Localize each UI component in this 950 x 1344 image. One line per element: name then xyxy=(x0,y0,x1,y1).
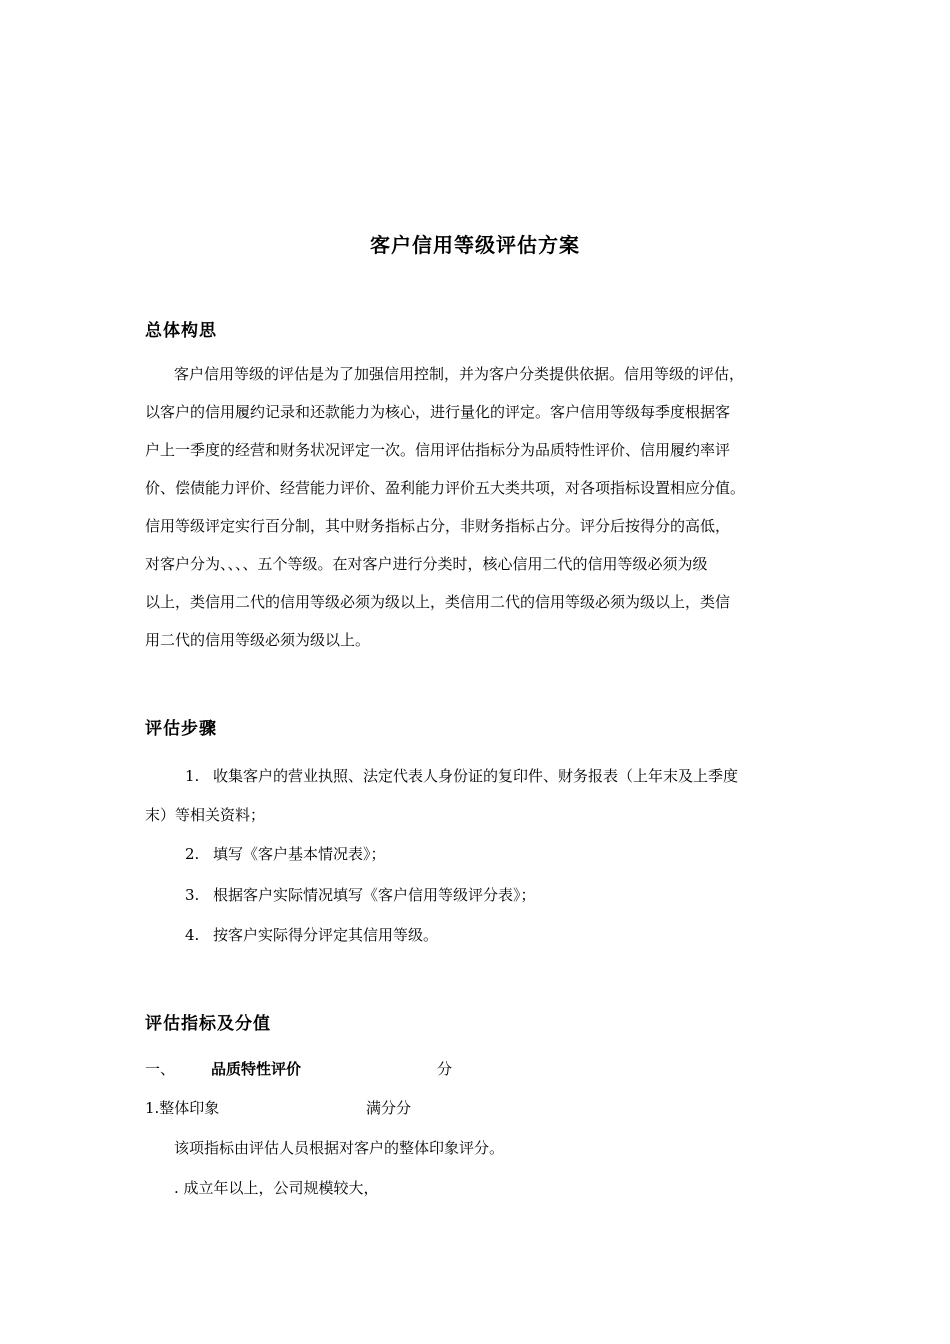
document-title: 客户信用等级评估方案 xyxy=(370,233,580,257)
overall-line: 客户信用等级的评估是为了加强信用控制，并为客户分类提供依据。信用等级的评估， xyxy=(174,365,745,383)
step-item xyxy=(185,843,386,864)
overall-line: 价、偿债能力评价、经营能力评价、盈利能力评价五大类共项，对各项指标设置相应分值。 xyxy=(145,479,746,497)
indicator-description: 该项指标由评估人员根据对客户的整体印象评分。 xyxy=(174,1139,505,1157)
overall-line: 对客户分为、、、、五个等级。在对客户进行分类时，核心信用二代的信用等级必须为级 xyxy=(145,555,708,573)
item-name: 1.整体印象 xyxy=(145,1099,220,1117)
indicator-bullet: . 成立年以上，公司规模较大， xyxy=(174,1179,379,1197)
indicator-item-row xyxy=(145,1097,745,1119)
step-number: 2. xyxy=(185,845,200,863)
step-item xyxy=(185,765,738,786)
step-number: 3. xyxy=(185,886,200,904)
step-text: 按客户实际得分评定其信用等级。 xyxy=(213,926,439,944)
step-text: 收集客户的营业执照、法定代表人身份证的复印件、财务报表（上年末及上季度 xyxy=(213,767,739,785)
item-score: 满分分 xyxy=(366,1099,412,1117)
indicators-heading: 评估指标及分值 xyxy=(145,1014,271,1034)
overall-paragraph xyxy=(145,355,825,659)
overall-line: 用二代的信用等级必须为级以上。 xyxy=(145,631,371,649)
steps-heading: 评估步骤 xyxy=(145,719,217,739)
indicator-section-row xyxy=(145,1058,745,1080)
section-name: 品质特性评价 xyxy=(211,1060,302,1078)
step-text: 根据客户实际情况填写《客户信用等级评分表》； xyxy=(213,886,536,904)
overall-line: 以上，类信用二代的信用等级必须为级以上，类信用二代的信用等级必须为级以上，类信 xyxy=(145,593,731,611)
step-item xyxy=(185,924,438,945)
step-text: 填写《客户基本情况表》； xyxy=(213,845,386,863)
section-number: 一、 xyxy=(145,1060,176,1078)
section-score: 分 xyxy=(437,1060,453,1078)
overall-line: 户上一季度的经营和财务状况评定一次。信用评估指标分为品质特性评价、信用履约率评 xyxy=(145,441,731,459)
step-item xyxy=(185,884,536,905)
step-number: 1. xyxy=(185,767,200,785)
overall-line: 以客户的信用履约记录和还款能力为核心，进行量化的评定。客户信用等级每季度根据客 xyxy=(145,403,731,421)
overall-heading: 总体构思 xyxy=(145,321,217,341)
step-number: 4. xyxy=(185,926,200,944)
overall-line: 信用等级评定实行百分制，其中财务指标占分，非财务指标占分。评分后按得分的高低， xyxy=(145,517,731,535)
step-continuation: 末）等相关资料； xyxy=(145,806,266,824)
